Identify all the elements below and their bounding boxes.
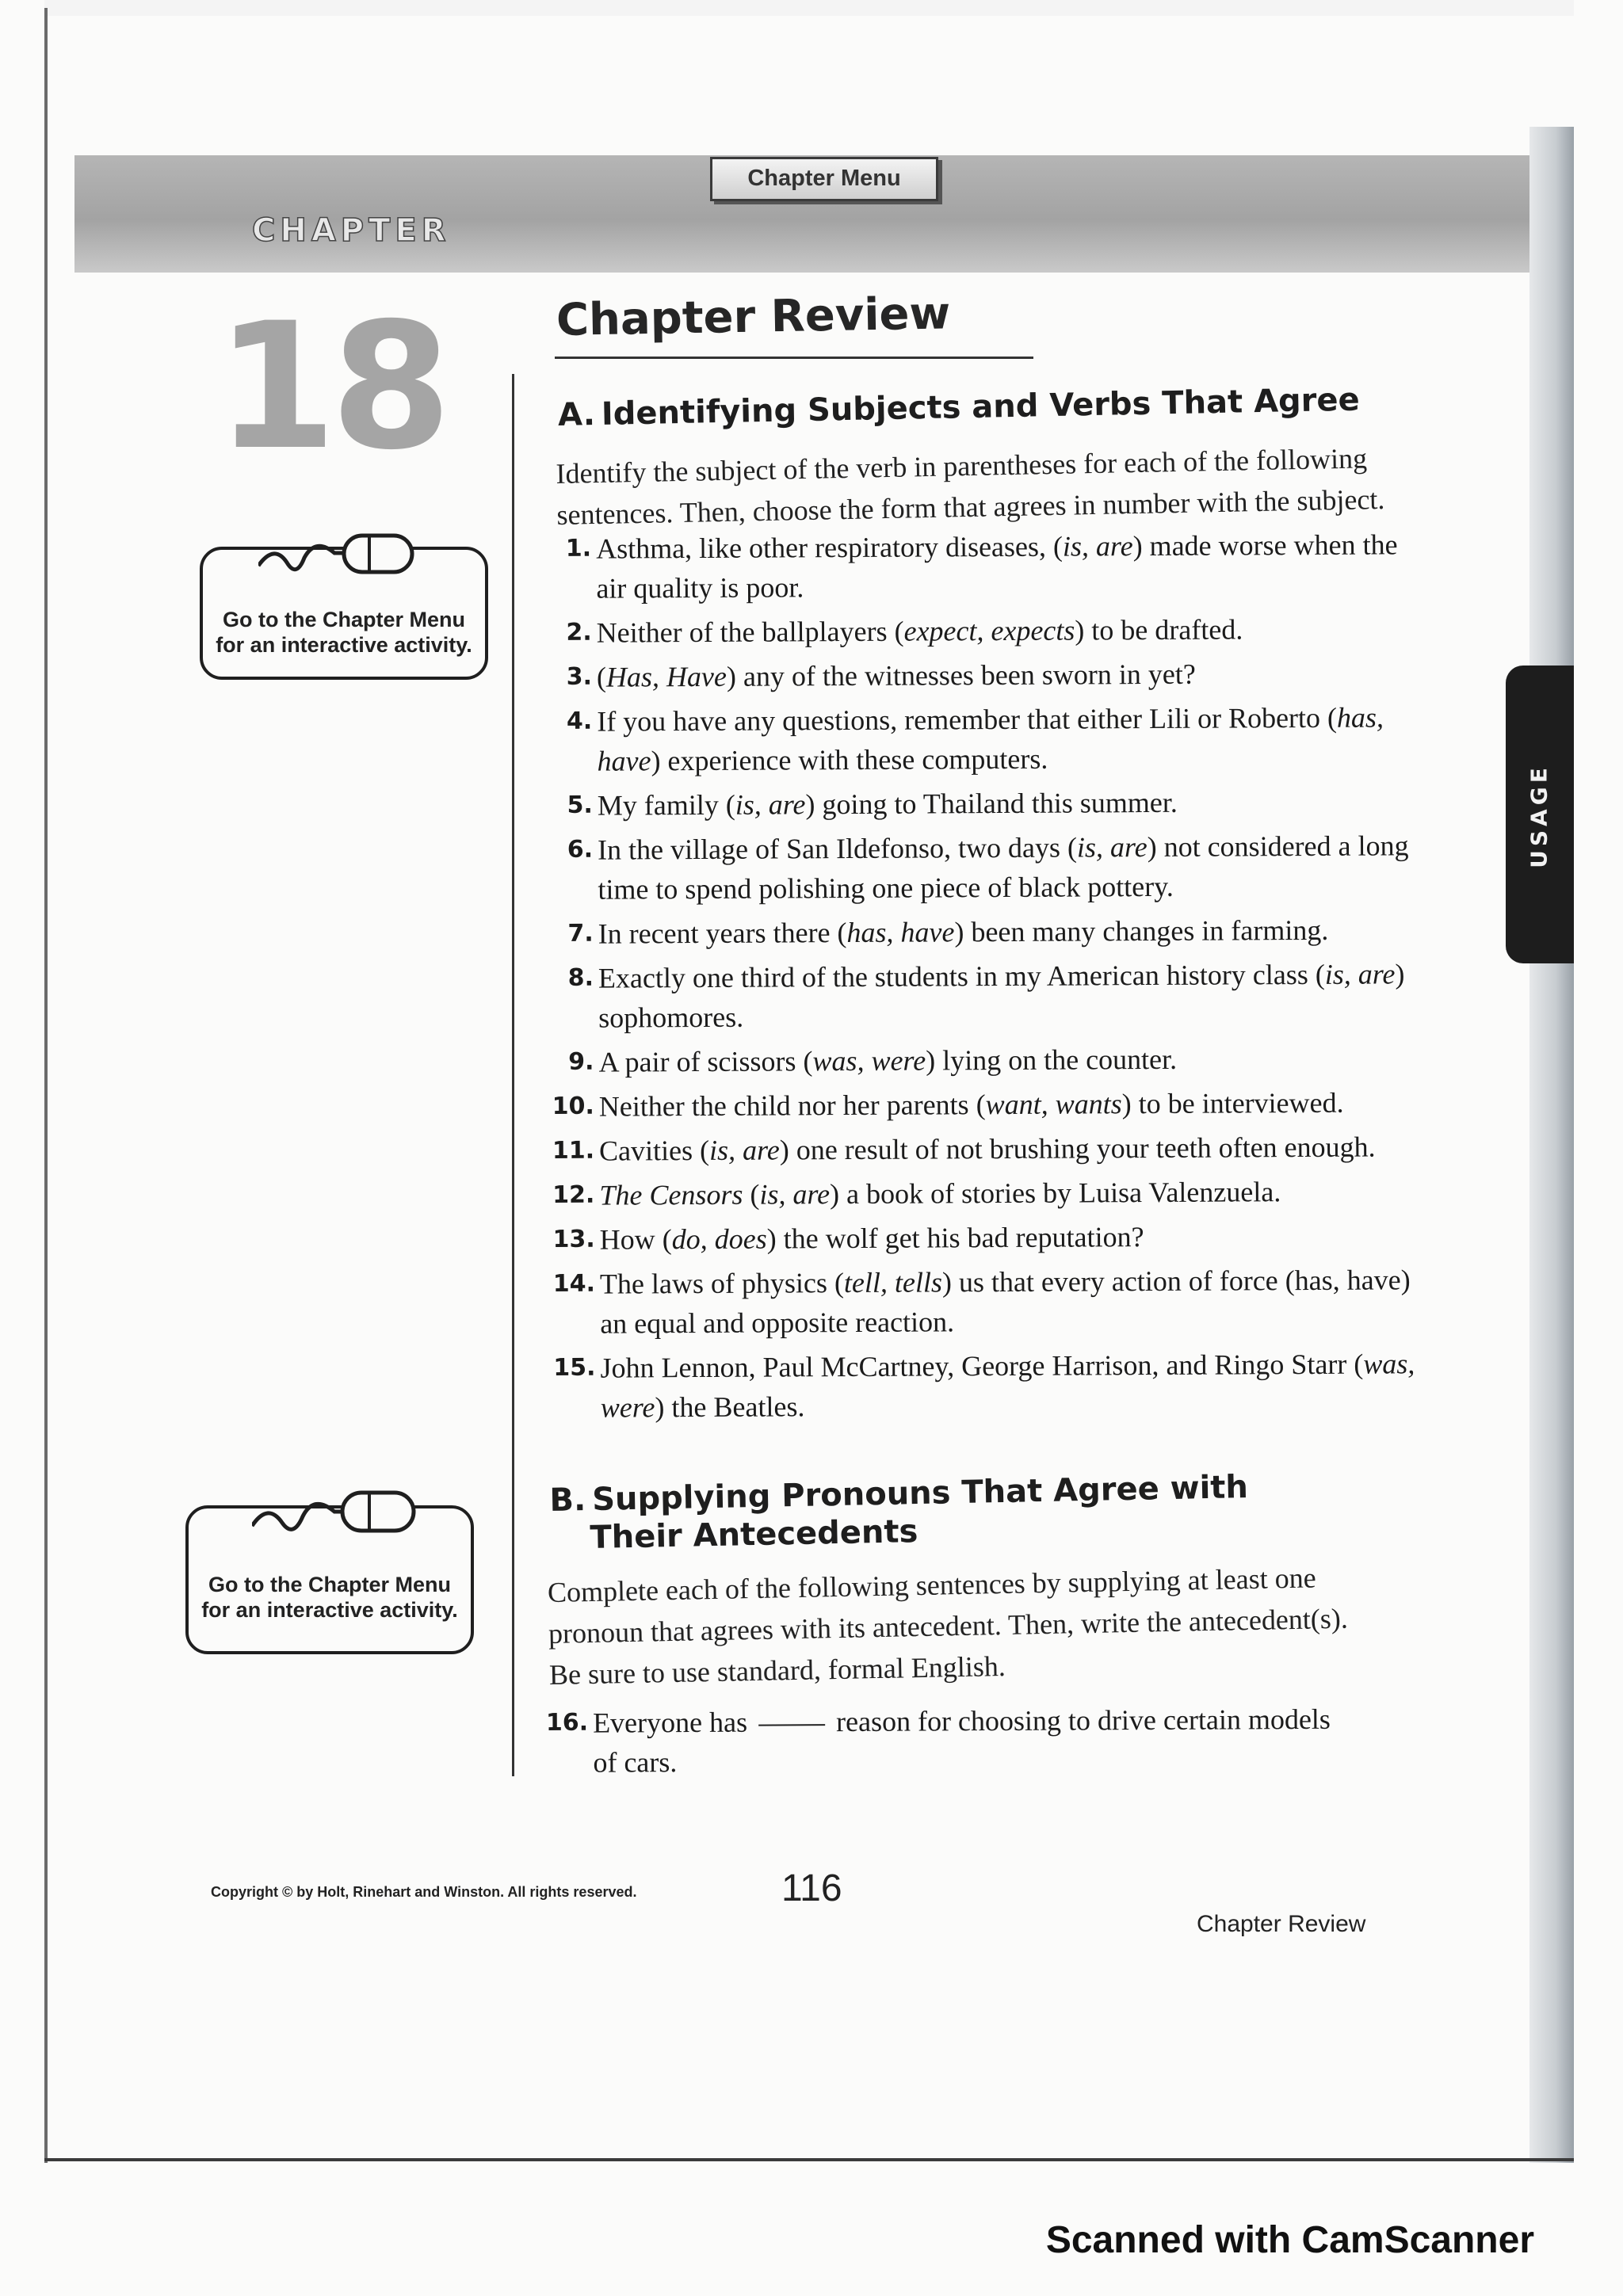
page-border-bottom [44, 2158, 1574, 2161]
mouse-icon [252, 1478, 418, 1550]
answer-blank[interactable] [758, 1724, 825, 1726]
exercise-item-2 [548, 608, 1435, 653]
item-options: has, have [846, 916, 955, 949]
item-text: ( [743, 1178, 760, 1211]
item-text: John Lennon, Paul McCartney, George Harrison, and Ringo Starr ( [600, 1348, 1364, 1384]
item-number: 6. [567, 835, 594, 864]
item-text: A pair of scissors ( [598, 1045, 813, 1078]
item-number: 11. [552, 1136, 595, 1165]
item-text: Neither the child nor her parents ( [598, 1089, 986, 1123]
item-number: 10. [552, 1092, 594, 1120]
item-text: Exactly one third of the students in my American history class ( [598, 958, 1325, 994]
item-number: 16. [545, 1708, 589, 1737]
item-text: If you have any questions, remember that either Lili or Roberto ( [597, 701, 1338, 738]
item-text: ) to be drafted. [1075, 613, 1243, 646]
section-b-letter: B. [549, 1482, 586, 1520]
section-a-heading [558, 381, 1361, 434]
section-a-items [547, 524, 1439, 1432]
item-number: 12. [552, 1180, 595, 1209]
chapter-label: CHAPTER [252, 212, 451, 249]
chapter-menu-button[interactable]: Chapter Menu [710, 157, 938, 201]
section-a-title: Identifying Subjects and Verbs That Agree [601, 381, 1361, 433]
item-text: ) one result of not brushing your teeth often enough. [779, 1131, 1376, 1166]
item-text: Cavities ( [599, 1134, 710, 1167]
exercise-item-5 [548, 781, 1436, 826]
section-b-items [544, 1699, 1432, 1787]
item-text: ) the Beatles. [655, 1390, 805, 1424]
item-text: ) going to Thailand this summer. [805, 786, 1178, 821]
item-options: Has, Have [605, 660, 727, 693]
item-options: tell, tells [843, 1266, 943, 1299]
item-number: 14. [552, 1269, 596, 1298]
instruction-line: sentences. Then, choose the form that agrees in number with the subject. [556, 482, 1385, 531]
exercise-item-10 [550, 1082, 1438, 1127]
exercise-item-8 [549, 954, 1438, 1038]
exercise-item-3 [548, 653, 1435, 697]
item-text: Neither of the ballplayers ( [596, 615, 904, 649]
chapter-number: 18 [216, 285, 446, 488]
item-options: is, are [1324, 958, 1396, 990]
activity-line-1: Go to the Chapter Menu [208, 1573, 451, 1596]
footer-title: Chapter Review [1197, 1911, 1366, 1937]
item-text: ) lying on the counter. [926, 1043, 1178, 1077]
item-options: expect, expects [903, 614, 1075, 647]
item-number: 5. [567, 791, 593, 819]
exercise-item-9 [549, 1038, 1437, 1082]
item-options: is, are [708, 1134, 780, 1166]
usage-tab-label: USAGE [1526, 764, 1552, 868]
item-number: 7. [567, 919, 594, 948]
instruction-line: Be sure to use standard, formal English. [548, 1650, 1006, 1691]
activity-line-1: Go to the Chapter Menu [223, 608, 465, 631]
page-title: Chapter Review [556, 288, 951, 346]
item-options: is, are [735, 788, 806, 821]
interactive-activity-box[interactable] [200, 547, 488, 680]
section-b-title-line1: Supplying Pronouns That Agree with [591, 1469, 1249, 1518]
item-number: 13. [552, 1225, 595, 1253]
title-divider [555, 357, 1033, 359]
item-text: ) the wolf get his bad reputation? [766, 1221, 1144, 1255]
item-text: ) been many changes in farming. [954, 913, 1329, 948]
exercise-item-1 [547, 524, 1435, 608]
item-options: want, wants [985, 1088, 1122, 1121]
activity-line-2: for an interactive activity. [201, 1598, 458, 1622]
instruction-line: Complete each of the following sentences by supplying at least one [547, 1562, 1316, 1609]
item-number: 3. [566, 662, 593, 691]
item-text: ) sophomores. [598, 958, 1405, 1034]
item-text: ( [596, 661, 607, 693]
copyright-notice: Copyright © by Holt, Rinehart and Winston. All rights reserved. [211, 1884, 637, 1900]
section-b-heading [549, 1468, 1249, 1558]
exercise-item-16 [544, 1699, 1432, 1783]
page-edge [44, 0, 1574, 16]
item-options: has, have [597, 701, 1384, 777]
item-text: ) us that every action of force (has, have) an equal and opposite reaction. [600, 1264, 1411, 1340]
item-text: In the village of San Ildefonso, two days ( [598, 831, 1078, 866]
item-text: My family ( [597, 788, 735, 822]
exercise-item-15 [551, 1344, 1439, 1428]
exercise-item-7 [549, 910, 1437, 954]
exercise-item-4 [548, 697, 1436, 781]
instruction-line: Identify the subject of the verb in parentheses for each of the following [556, 442, 1368, 490]
item-text: reason for choosing to drive certain models [835, 1703, 1331, 1738]
interactive-activity-box[interactable] [185, 1505, 474, 1654]
item-number: 15. [553, 1353, 596, 1382]
section-b-title-line2: Their Antecedents [590, 1513, 918, 1557]
scanner-watermark: Scanned with CamScanner [1045, 2219, 1534, 2261]
page-border-left [44, 8, 48, 2163]
item-number: 9. [568, 1047, 594, 1076]
item-number: 2. [566, 618, 592, 646]
page-number: 116 [781, 1867, 842, 1909]
section-a-instructions [556, 437, 1385, 536]
item-text: of cars. [593, 1746, 678, 1779]
item-text: ) any of the witnesses been sworn in yet? [726, 658, 1196, 692]
item-options: is, are [759, 1178, 831, 1211]
item-number: 1. [565, 534, 592, 563]
exercise-item-11 [550, 1127, 1438, 1171]
item-number: 8. [567, 963, 594, 992]
item-options: was, were [812, 1044, 926, 1077]
exercise-item-6 [548, 826, 1437, 910]
item-text: In recent years there ( [598, 917, 847, 950]
activity-line-2: for an interactive activity. [216, 633, 472, 657]
item-text: ) to be interviewed. [1121, 1086, 1344, 1120]
instruction-line: pronoun that agrees with its antecedent. Then, write the antecedent(s). [548, 1602, 1349, 1650]
item-text: ) a book of stories by Luisa Valenzuela. [829, 1176, 1281, 1211]
item-options: was, were [600, 1348, 1415, 1424]
item-text: Everyone has [593, 1706, 748, 1739]
mouse-icon [258, 521, 417, 593]
item-text: Asthma, like other respiratory diseases, ( [596, 530, 1064, 565]
column-divider [512, 374, 514, 1776]
section-a-letter: A. [557, 396, 596, 433]
item-options: is, are [1062, 530, 1133, 563]
item-text: ) made worse when the air quality is poor. [596, 528, 1398, 605]
page-binding-edge [1529, 127, 1574, 2163]
item-options: do, does [671, 1222, 767, 1256]
book-title: The Censors [599, 1178, 743, 1211]
section-b-instructions [548, 1557, 1350, 1695]
item-number: 4. [566, 707, 593, 735]
item-options: is, are [1076, 831, 1148, 864]
exercise-item-12 [550, 1171, 1438, 1215]
item-text: How ( [599, 1223, 672, 1256]
item-text: ) not considered a long time to spend polishing one piece of black pottery. [598, 830, 1409, 906]
exercise-item-14 [551, 1260, 1439, 1344]
item-text: The laws of physics ( [599, 1267, 845, 1300]
exercise-item-13 [551, 1215, 1438, 1260]
item-text: ) experience with these computers. [651, 742, 1048, 777]
